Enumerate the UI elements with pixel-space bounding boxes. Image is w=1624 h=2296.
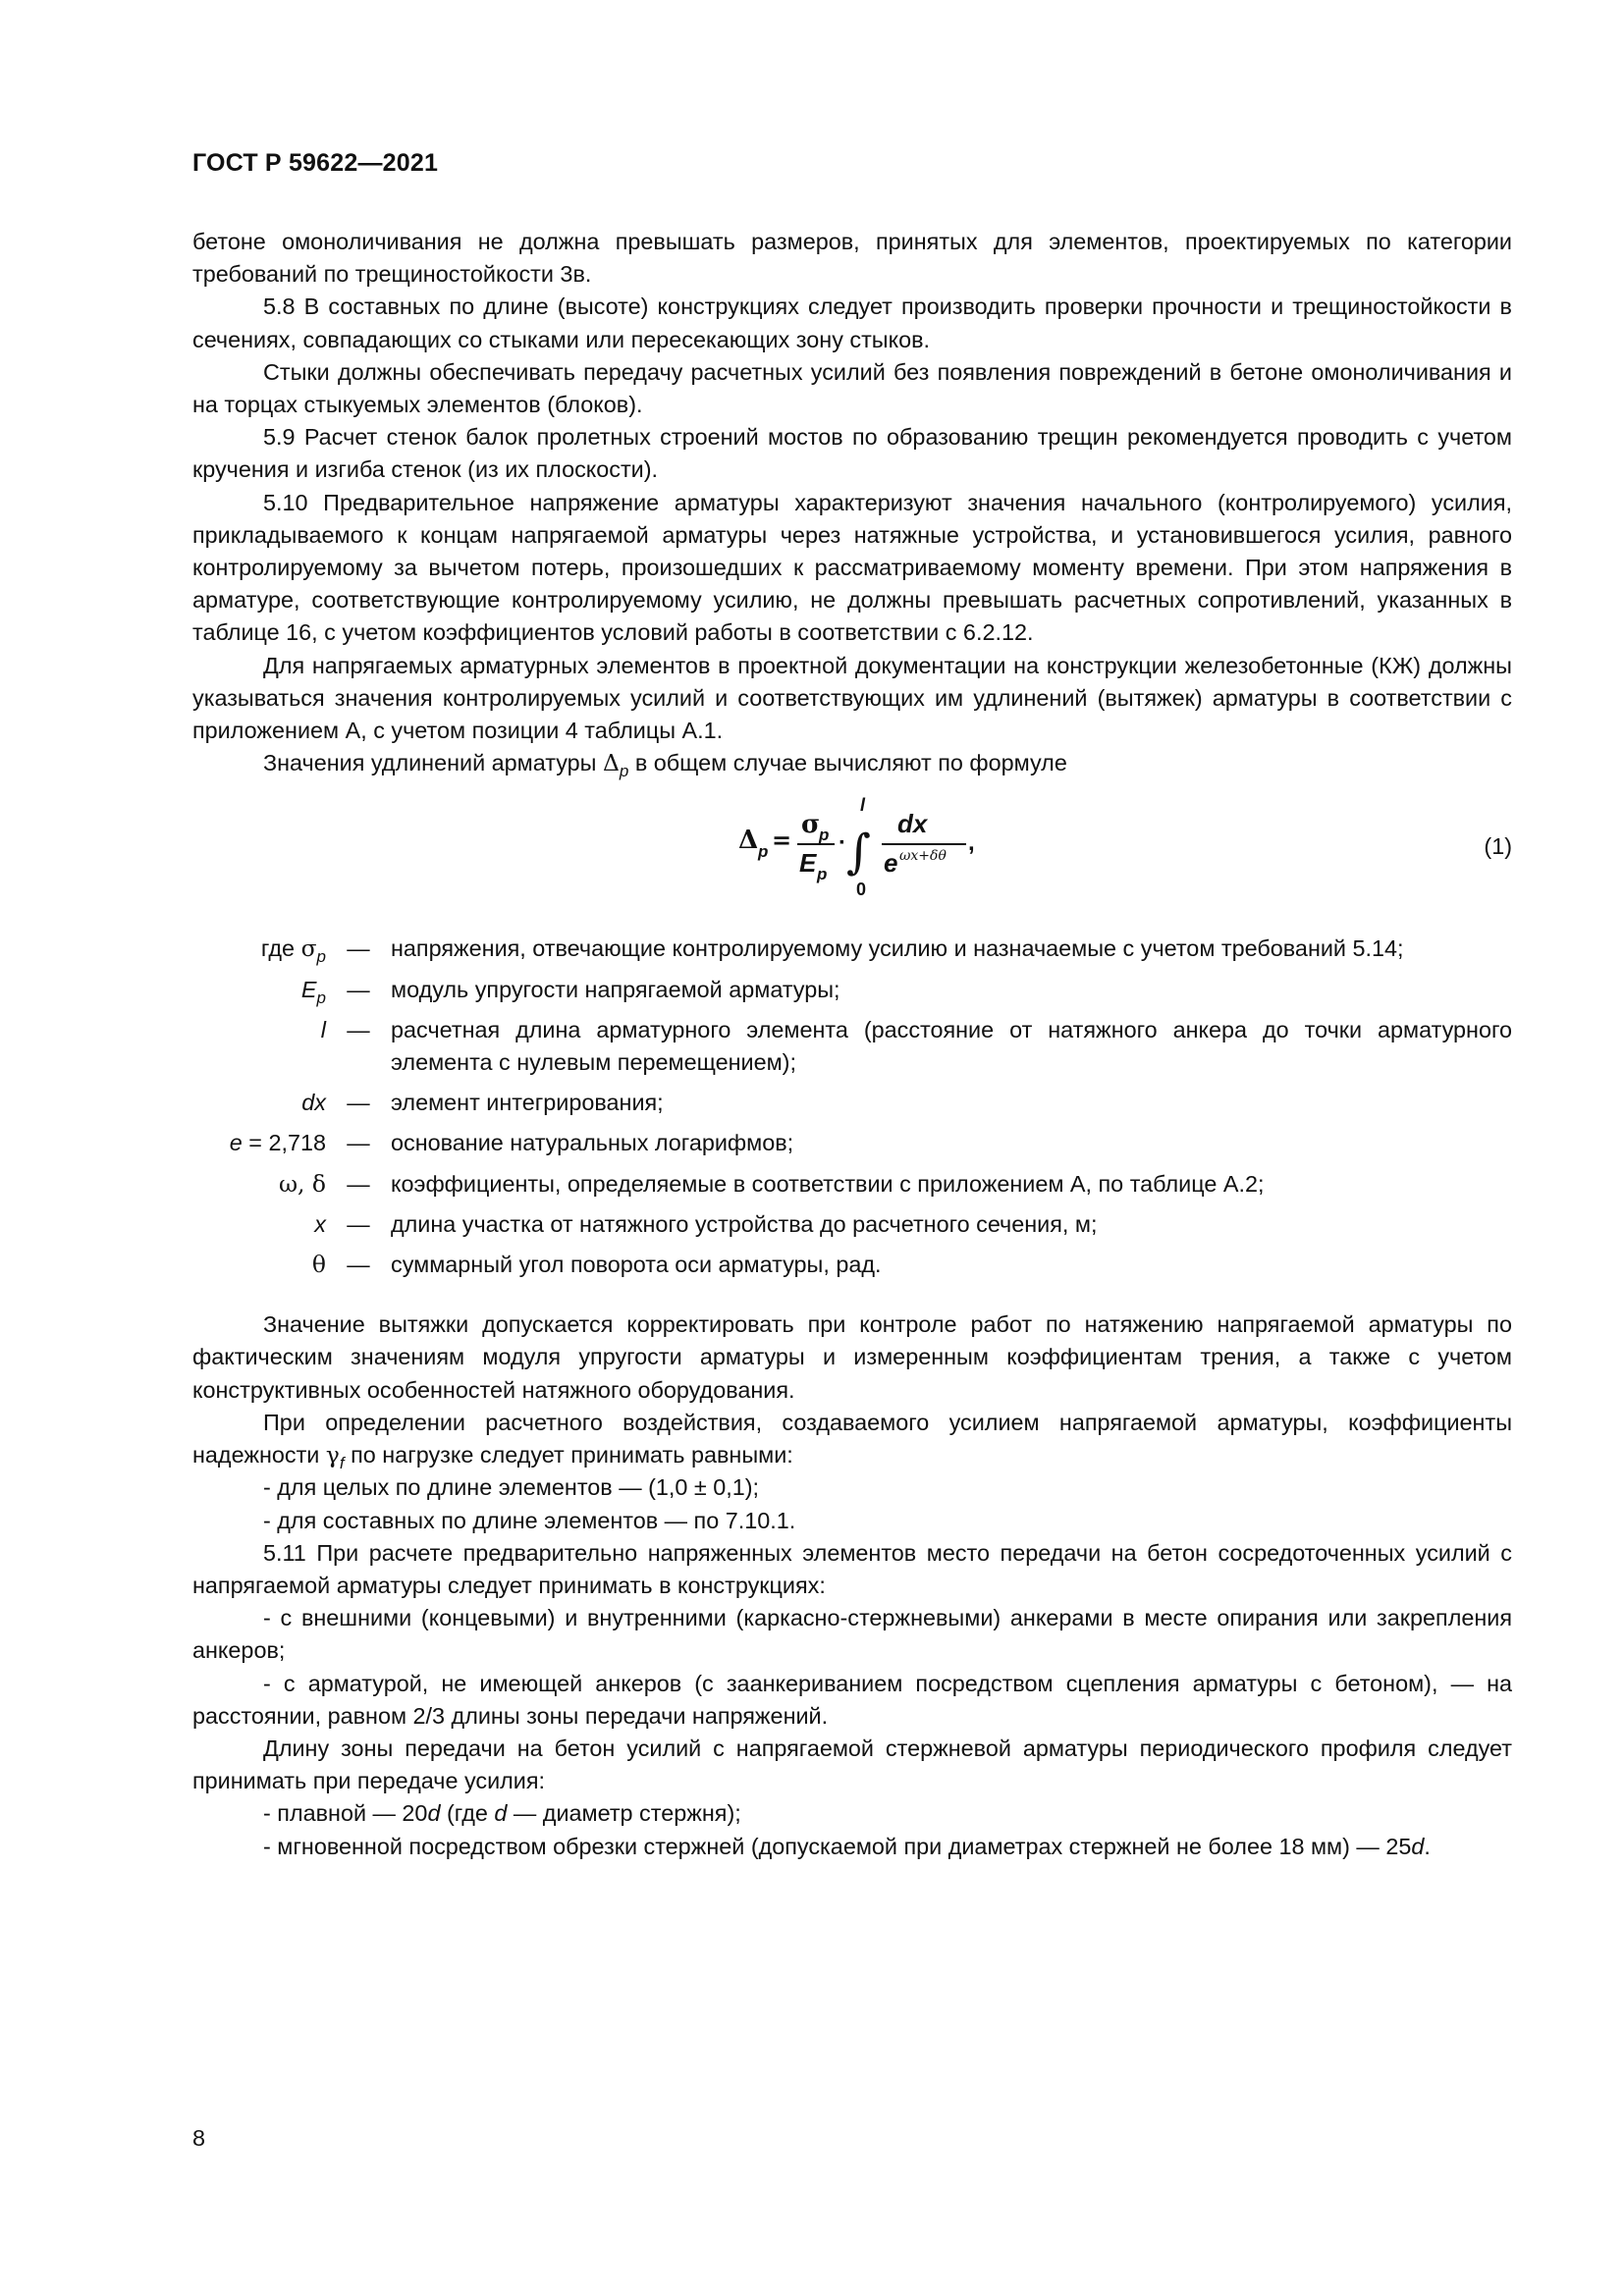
definition-text: основание натуральных логарифмов; xyxy=(391,1130,794,1156)
formula-sigma: σ xyxy=(801,810,821,840)
integrand-denominator: e xyxy=(884,848,898,879)
definition-text: длина участка от натяжного устройства до расчетного сечения, м; xyxy=(391,1210,1098,1237)
definition-symbol: dx xyxy=(301,1090,326,1116)
definition-symbol: $E_p$ xyxy=(300,976,326,1007)
definition-text: элемент интегрирования; xyxy=(391,1090,664,1116)
definition-row xyxy=(192,974,1512,1006)
definition-row xyxy=(192,1208,1512,1241)
exponent: ωx+δθ xyxy=(899,848,947,865)
formula-intro-after: в общем случае вычисляют по формуле xyxy=(628,750,1067,776)
definition-symbol: θ xyxy=(311,1251,326,1279)
definition-dash: — xyxy=(347,935,370,962)
formula-lhs: Δ xyxy=(738,826,759,856)
definition-row xyxy=(192,933,1512,965)
definition-row xyxy=(192,1168,1512,1201)
formula-lhs-sub: p xyxy=(758,842,769,862)
definition-text: напряжения, отвечающие контролируемому усилию и назначаемые с учетом требований 5.14; xyxy=(391,935,1404,962)
definition-dash: — xyxy=(347,1170,370,1197)
definition-symbol: x xyxy=(314,1210,326,1237)
definition-text: суммарный угол поворота оси арматуры, рад. xyxy=(391,1252,882,1278)
definitions-list xyxy=(192,933,1512,1281)
document-code-header: ГОСТ Р 59622—2021 xyxy=(192,149,439,177)
formula-comma: , xyxy=(968,829,975,857)
definition-row xyxy=(192,1127,1512,1159)
delta-symbol: Δ xyxy=(602,749,620,777)
paragraph-joints: Стыки должны обеспечивать передачу расчетных усилий без появления повреждений в бетоне омоноличивания и на торцах стыкуемых элементов (блоков). xyxy=(192,358,1512,418)
definition-symbol: ω, δ xyxy=(278,1169,326,1198)
integral-lower-limit: 0 xyxy=(856,880,867,900)
definition-row xyxy=(192,1249,1512,1281)
list-item: - для целых по длине элементов — (1,0 ± 0,1); xyxy=(263,1474,760,1501)
list-item: - с арматурой, не имеющей анкеров (с заанкериванием посредством сцепления арматуры с бетоном), — на расстоянии, равном 2/3 длины зоны передачи напряжений. xyxy=(192,1670,1512,1729)
paragraph-tendon-elements: Для напрягаемых арматурных элементов в проектной документации на конструкции железобетонные (КЖ) должны указываться значения контролируемых усилий и соответствующих им удлинений (вытяжек) арматуры в соответствии с приложением А, с учетом позиции 4 таблицы А.1. xyxy=(192,652,1512,744)
paragraph-5-8: 5.8 В составных по длине (высоте) конструкциях следует производить проверки прочности и трещиностойкости в сечениях, совпадающих со стыками или пересекающих зону стыков. xyxy=(192,294,1512,352)
definition-dash: — xyxy=(347,1210,370,1237)
definition-symbol: l xyxy=(320,1016,326,1042)
definition-row xyxy=(192,1087,1512,1119)
formula-sigma-sub: p xyxy=(819,826,830,845)
paragraph-formula-intro xyxy=(192,747,1512,779)
formula-dot: · xyxy=(839,829,846,857)
formula-1 xyxy=(734,781,990,919)
paragraph-5-11: 5.11 При расчете предварительно напряженных элементов место передачи на бетон сосредоточенных усилий с напрягаемой арматуры следует принимать в конструкциях: xyxy=(192,1539,1512,1598)
list-item: - с внешними (концевыми) и внутренними (каркасно-стержневыми) анкерами в месте опирания или закрепления анкеров; xyxy=(192,1605,1512,1664)
list-item: - плавной — 20d (где d — диаметр стержня); xyxy=(263,1800,741,1827)
definition-symbol: e = 2,718 xyxy=(229,1130,326,1156)
gamma-symbol: γ xyxy=(325,1441,340,1469)
formula-modulus: E xyxy=(799,848,817,879)
page-number: 8 xyxy=(192,2125,206,2151)
paragraph-5-10: 5.10 Предварительное напряжение арматуры характеризуют значения начального (контролируемого) усилия, прикладываемого к концам напрягаемой арматуры через натяжные устройства, и установившегося усилия, равного контролируемому за вычетом потерь, произошедших к рассматриваемому моменту времени. При этом напряжения в арматуре, соответствующие контролируемому усилию, не должны превышать расчетных сопротивлений, указанных в таблице 16, с учетом коэффициентов условий работы в соответствии с 6.2.12. xyxy=(192,489,1512,646)
paragraph-continuation: бетоне омоноличивания не должна превышать размеров, принятых для элементов, проектируемых по категории требований по трещиностойкости 3в. xyxy=(192,229,1512,288)
definition-text: коэффициенты, определяемые в соответствии с приложением А, по таблице А.2; xyxy=(391,1170,1265,1197)
integral-sign: ∫ xyxy=(846,825,872,881)
definition-dash: — xyxy=(347,1090,370,1116)
definition-dash: — xyxy=(347,1016,370,1042)
paragraph-elongation-correction: Значение вытяжки допускается корректировать при контроле работ по натяжению напрягаемой арматуры по фактическим значениям модуля упругости арматуры и измеренным коэффициентам трения, а также с учетом конструктивных особенностей натяжного оборудования. xyxy=(192,1311,1512,1403)
formula-intro-before: Значения удлинений арматуры xyxy=(263,750,603,776)
definition-text: модуль упругости напрягаемой арматуры; xyxy=(391,976,840,1002)
paragraph-transfer-zone: Длину зоны передачи на бетон усилий с напрягаемой стержневой арматуры периодического профиля следует принимать при передаче усилия: xyxy=(192,1735,1512,1794)
definition-dash: — xyxy=(347,1130,370,1156)
integral-upper-limit: l xyxy=(860,795,866,816)
page-content xyxy=(192,226,1512,1863)
where-word: где xyxy=(260,935,296,962)
delta-subscript: p xyxy=(619,762,629,781)
definition-dash: — xyxy=(347,1252,370,1278)
definition-text: расчетная длина арматурного элемента (расстояние от натяжного анкера до точки арматурного элемента с нулевым перемещением); xyxy=(391,1016,1512,1076)
definition-dash: — xyxy=(347,976,370,1002)
list-item: - мгновенной посредством обрезки стержней (допускаемой при диаметрах стержней не более 18 мм) — 25d. xyxy=(263,1833,1431,1859)
paragraph-5-9: 5.9 Расчет стенок балок пролетных строений мостов по образованию трещин рекомендуется проводить с учетом кручения и изгиба стенок (из их плоскости). xyxy=(192,424,1512,483)
formula-block xyxy=(192,781,1512,919)
integrand-numerator: dx xyxy=(897,809,928,839)
paragraph-reliability-factors: При определении расчетного воздействия, создаваемого усилием напрягаемой арматуры, коэффициенты надежности $\gamma_f$ по нагрузке следует принимать равными: xyxy=(192,1409,1512,1473)
formula-equals: = xyxy=(772,826,792,855)
list-item: - для составных по длине элементов — по 7.10.1. xyxy=(263,1507,796,1533)
formula-modulus-sub: p xyxy=(817,865,828,884)
definition-symbol: где $\sigma_p$ xyxy=(260,934,326,967)
equation-number: (1) xyxy=(1484,833,1512,860)
definition-row xyxy=(192,1014,1512,1079)
